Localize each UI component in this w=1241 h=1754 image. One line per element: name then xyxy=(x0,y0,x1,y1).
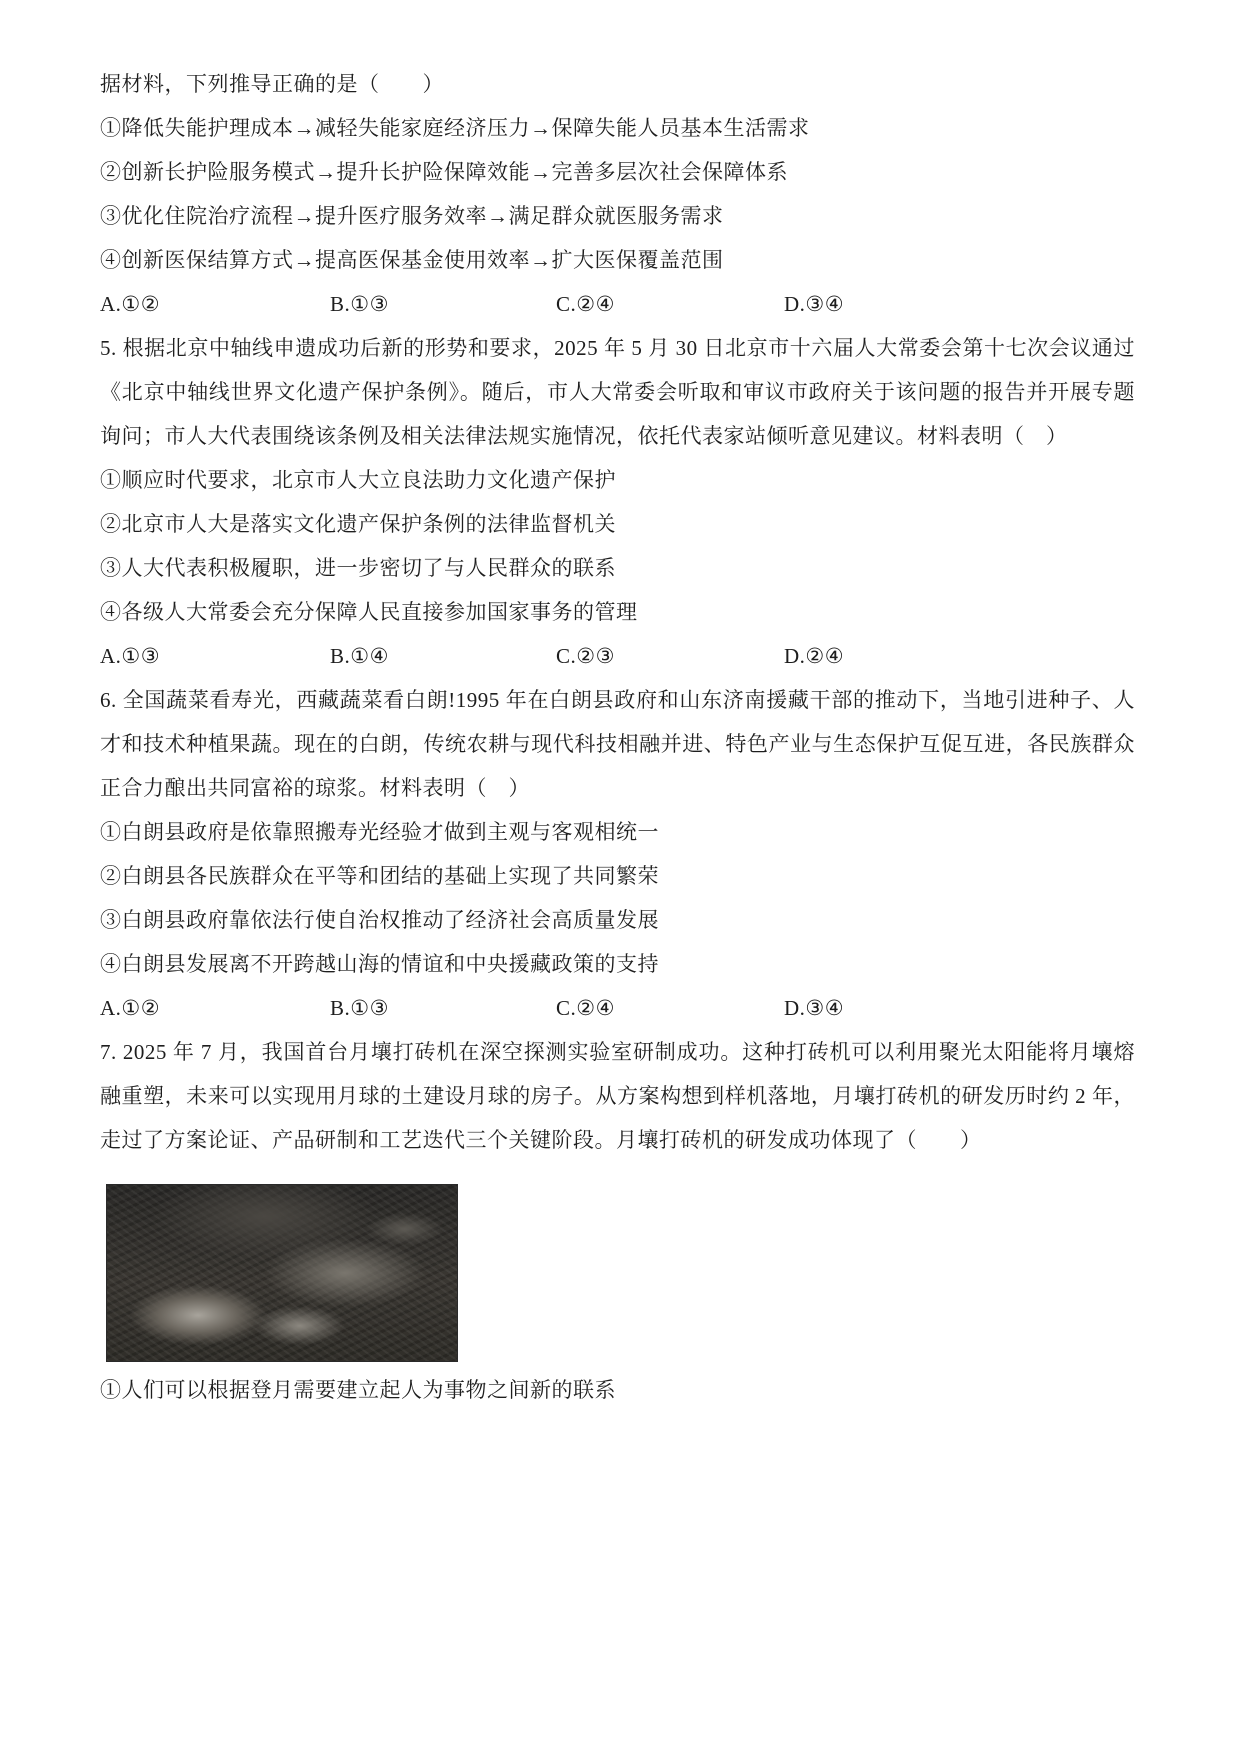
answer-choice-a: A.①② xyxy=(100,292,161,316)
question-5 xyxy=(100,326,1135,678)
answer-row xyxy=(100,634,1135,678)
option-line-1: ①顺应时代要求，北京市人大立良法助力文化遗产保护 xyxy=(100,468,616,492)
answer-row xyxy=(100,282,1135,326)
moon-brick-machine-photo xyxy=(106,1184,458,1362)
question-7 xyxy=(100,1030,1135,1412)
answer-choice-d: D.③④ xyxy=(784,292,845,316)
option-line-2: ②白朗县各民族群众在平等和团结的基础上实现了共同繁荣 xyxy=(100,864,659,888)
answer-choice-a: A.①② xyxy=(100,996,161,1020)
option-line-2: ②北京市人大是落实文化遗产保护条例的法律监督机关 xyxy=(100,512,616,536)
question-6 xyxy=(100,678,1135,1030)
answer-choice-d: D.③④ xyxy=(784,996,845,1020)
answer-choice-c: C.②③ xyxy=(556,644,615,668)
question-stem: 7. 2025 年 7 月，我国首台月壤打砖机在深空探测实验室研制成功。这种打砖机可以利用聚光太阳能将月壤熔融重塑，未来可以实现用月球的土建设月球的房子。从方案构想到样机落地，月壤打砖机的研发历时约 2 年，走过了方案论证、产品研制和工艺迭代三个关键阶段。月壤打砖机的研发成功体现了（ ） xyxy=(100,1040,1135,1152)
option-line-1: ①降低失能护理成本→减轻失能家庭经济压力→保障失能人员基本生活需求 xyxy=(100,116,810,140)
question-stem: 据材料，下列推导正确的是（ ） xyxy=(100,72,444,96)
answer-choice-b: B.①③ xyxy=(330,996,389,1020)
answer-choice-d: D.②④ xyxy=(784,644,845,668)
question-4-continuation xyxy=(100,62,1135,326)
option-line-4: ④白朗县发展离不开跨越山海的情谊和中央援藏政策的支持 xyxy=(100,952,659,976)
option-line-4: ④创新医保结算方式→提高医保基金使用效率→扩大医保覆盖范围 xyxy=(100,248,724,272)
answer-choice-c: C.②④ xyxy=(556,292,615,316)
option-line-3: ③白朗县政府靠依法行使自治权推动了经济社会高质量发展 xyxy=(100,908,659,932)
option-line-1: ①人们可以根据登月需要建立起人为事物之间新的联系 xyxy=(100,1378,616,1402)
option-line-1: ①白朗县政府是依靠照搬寿光经验才做到主观与客观相统一 xyxy=(100,820,659,844)
answer-choice-b: B.①④ xyxy=(330,644,389,668)
answer-choice-b: B.①③ xyxy=(330,292,389,316)
answer-choice-a: A.①③ xyxy=(100,644,161,668)
answer-choice-c: C.②④ xyxy=(556,996,615,1020)
question-stem: 5. 根据北京中轴线申遗成功后新的形势和要求，2025 年 5 月 30 日北京市十六届人大常委会第十七次会议通过《北京中轴线世界文化遗产保护条例》。随后，市人大常委会听取和审议市政府关于该问题的报告并开展专题询问；市人大代表围绕该条例及相关法律法规实施情况，依托代表家站倾听意见建议。材料表明（ ） xyxy=(100,336,1135,448)
answer-row xyxy=(100,986,1135,1030)
question-stem: 6. 全国蔬菜看寿光，西藏蔬菜看白朗!1995 年在白朗县政府和山东济南援藏干部的推动下，当地引进种子、人才和技术种植果蔬。现在的白朗，传统农耕与现代科技相融并进、特色产业与生态保护互促互进，各民族群众正合力酿出共同富裕的琼浆。材料表明（ ） xyxy=(100,688,1135,800)
option-line-4: ④各级人大常委会充分保障人民直接参加国家事务的管理 xyxy=(100,600,638,624)
option-line-3: ③优化住院治疗流程→提升医疗服务效率→满足群众就医服务需求 xyxy=(100,204,724,228)
option-line-2: ②创新长护险服务模式→提升长护险保障效能→完善多层次社会保障体系 xyxy=(100,160,788,184)
option-line-3: ③人大代表积极履职，进一步密切了与人民群众的联系 xyxy=(100,556,616,580)
